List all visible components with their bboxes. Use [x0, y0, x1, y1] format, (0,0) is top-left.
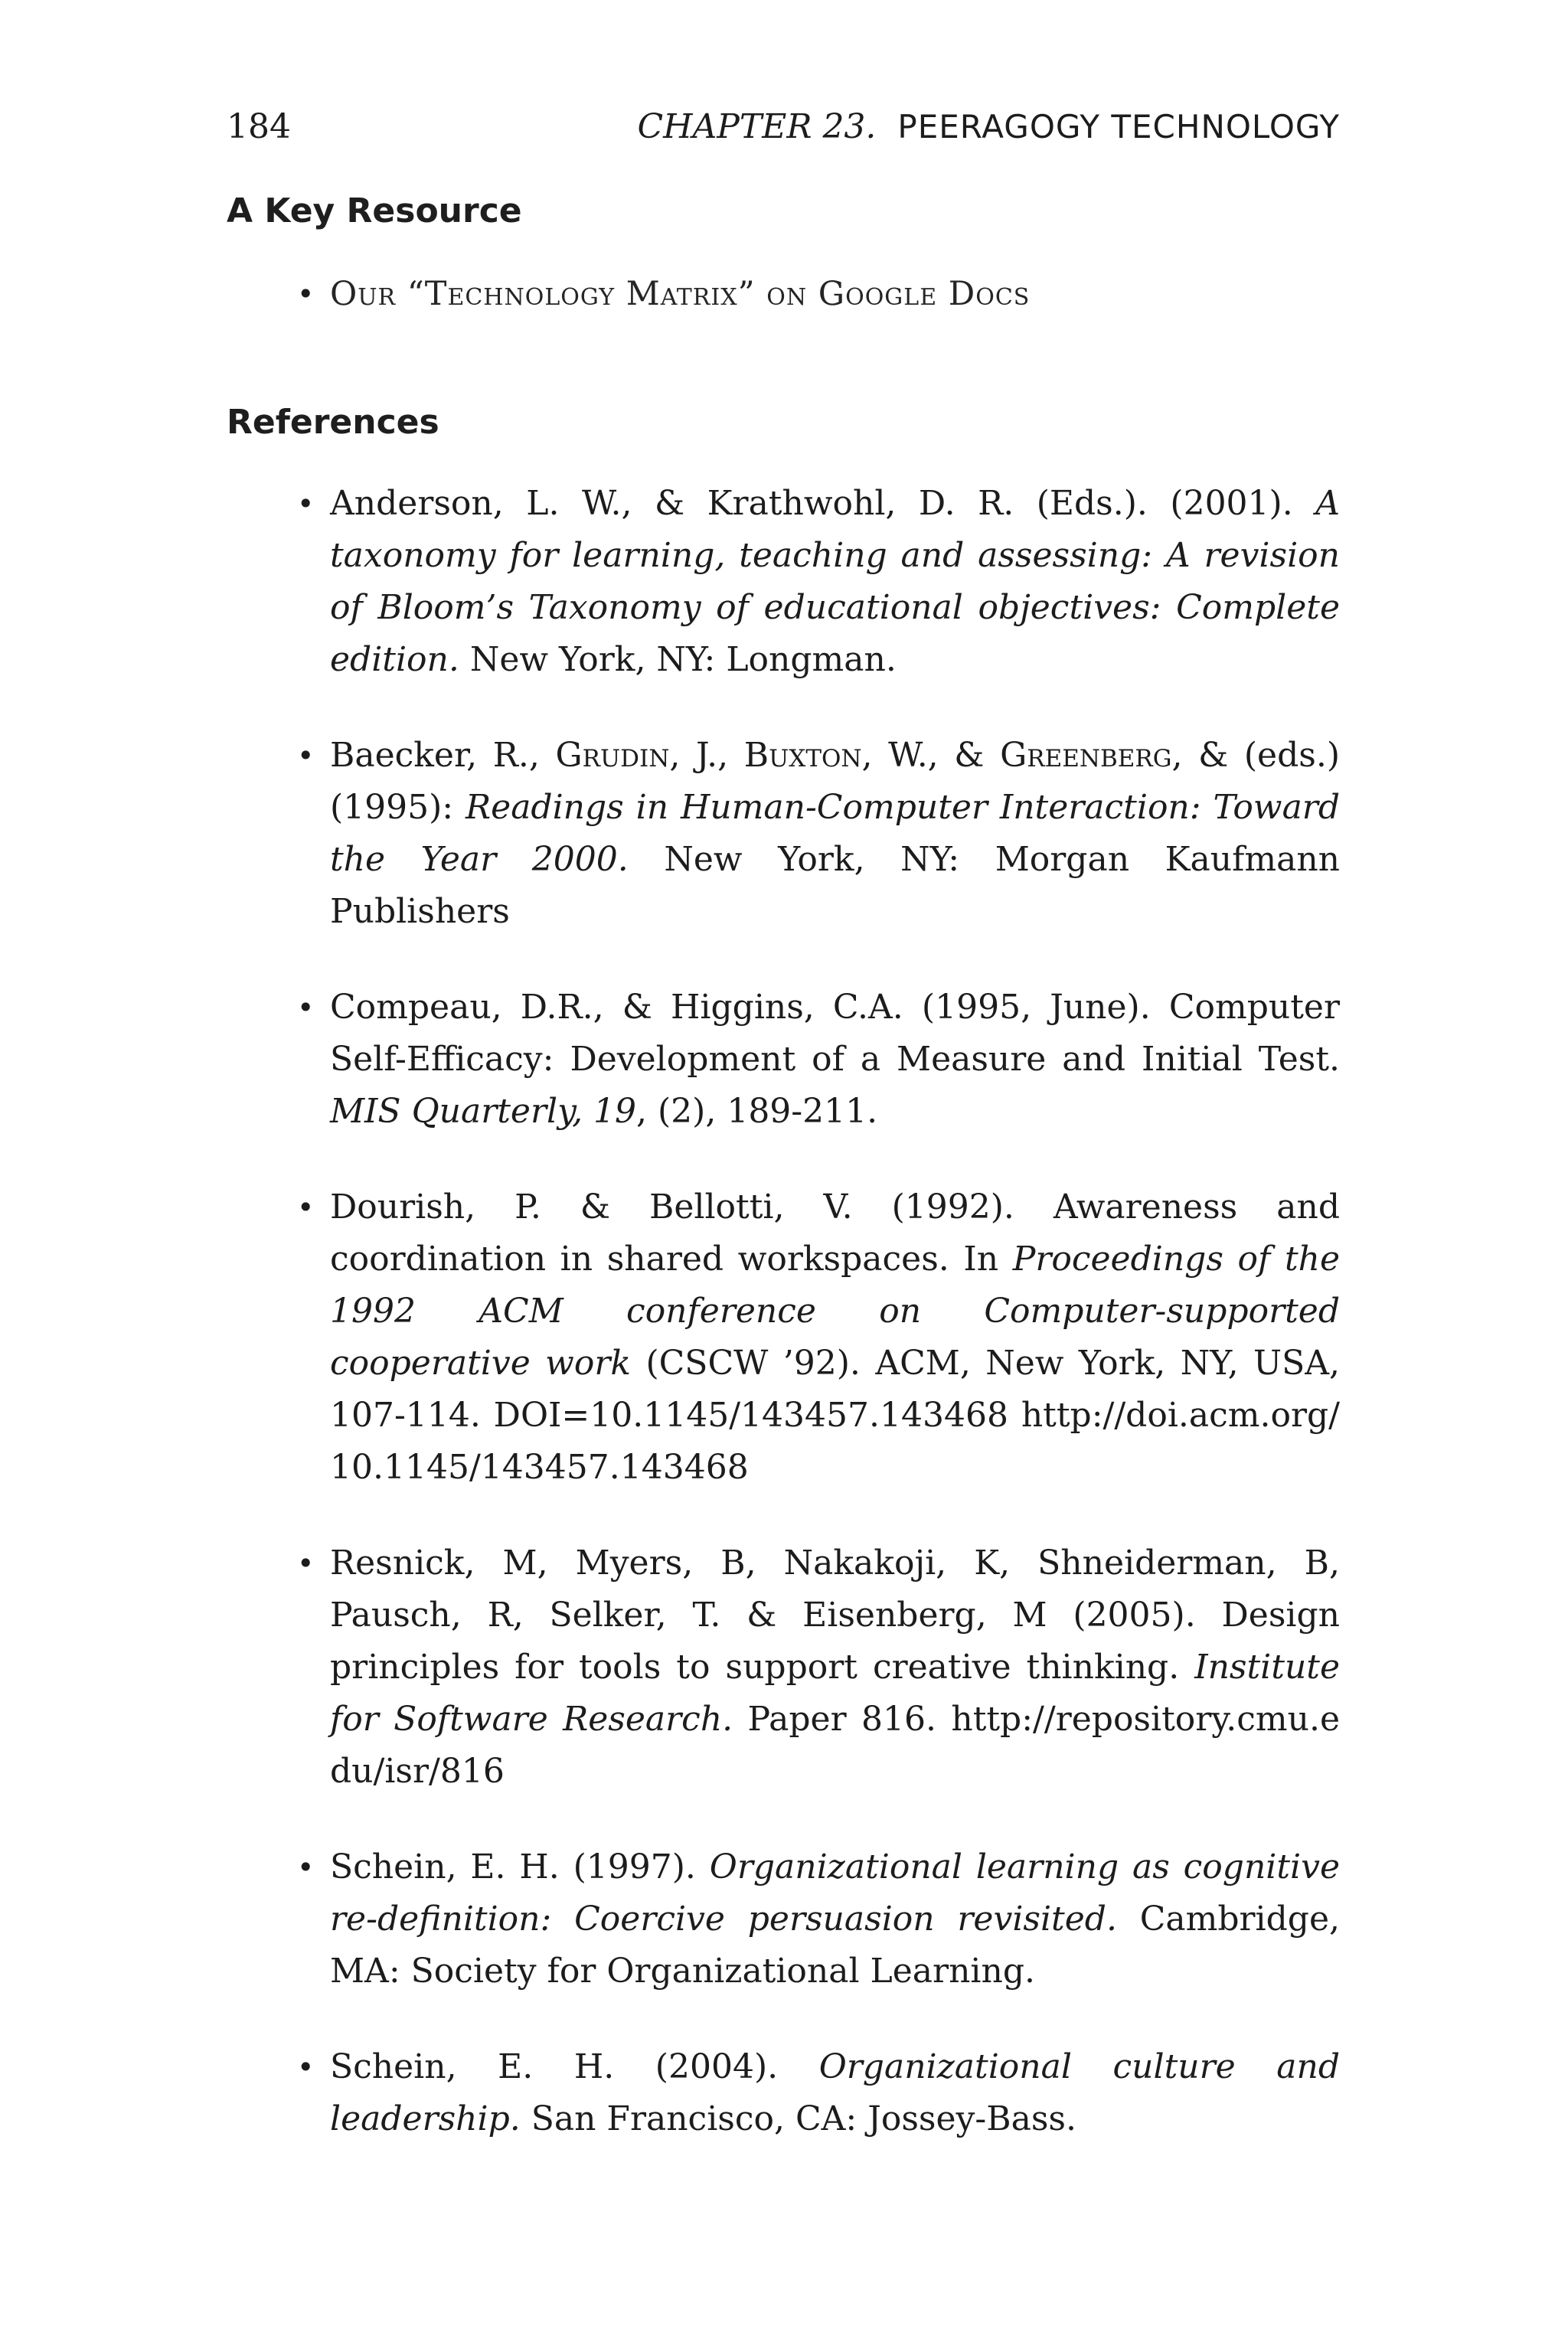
reference-citation: Compeau, D.R., & Higgins, C.A. (1995, June). Computer Self-Efficacy: Development of a Measure and Initial Test.: [330, 988, 1340, 1079]
reference-title: A taxonomy for learning, teaching and assessing: A revision of Bloom’s Taxonomy of educational objectives: Complete edition.: [330, 484, 1340, 679]
reference-item-baecker: [227, 730, 1340, 938]
reference-proceedings: Proceedings of the 1992 ACM conference on Computer-supported cooperative work: [330, 1240, 1340, 1383]
reference-title: Readings in Human-Computer Interaction: Toward the Year 2000.: [330, 788, 1340, 879]
reference-title: Organizational culture and leadership.: [330, 2047, 1340, 2138]
key-resource-list: [227, 268, 1340, 320]
reference-publisher: New York, NY: Morgan Kaufmann Publishers: [330, 840, 1340, 931]
reference-author-buxton: Buxton: [743, 736, 862, 775]
reference-url-link[interactable]: http://doi.acm.org/10.1145/143457.143468: [330, 1396, 1340, 1487]
reference-author-separator: , W., &: [861, 736, 1001, 775]
reference-author-greenberg: Greenberg: [1000, 736, 1172, 775]
reference-citation: Schein, E. H. (2004).: [330, 2047, 819, 2086]
key-resource-item: [227, 268, 1340, 320]
chapter-name: PEERAGOGY TECHNOLOGY: [897, 108, 1340, 145]
page-number: 184: [227, 107, 291, 146]
reference-url-link[interactable]: http://repository.cmu.edu/isr/816: [330, 1700, 1341, 1791]
reference-title: Organizational learning as cognitive re-definition: Coercive persuasion revisited.: [330, 1847, 1340, 1939]
running-head: [227, 103, 1340, 152]
reference-pages: , (2), 189-211.: [636, 1092, 878, 1131]
key-resource-heading: A Key Resource: [227, 191, 522, 230]
reference-publisher: San Francisco, CA: Jossey-Bass.: [520, 2099, 1076, 2138]
reference-citation: Schein, E. H. (1997).: [330, 1847, 710, 1886]
chapter-title: [637, 103, 1340, 152]
reference-publisher: Cambridge, MA: Society for Organizational Learning.: [330, 1900, 1340, 1991]
reference-item-resnick: [227, 1537, 1340, 1798]
reference-item-compeau: [227, 982, 1340, 1138]
reference-publication-details: (CSCW ’92). ACM, New York, NY, USA, 107-114. DOI=10.1145/143457.143468: [330, 1344, 1340, 1435]
reference-author-separator: , J.,: [669, 736, 744, 775]
reference-citation: Dourish, P. & Bellotti, V. (1992). Awareness and coordination in shared workspaces. In: [330, 1187, 1340, 1279]
reference-citation: Resnick, M, Myers, B, Nakakoji, K, Shneiderman, B, Pausch, R, Selker, T. & Eisenberg, M (2005). Design principles for tools to support creative thinking.: [330, 1544, 1340, 1687]
reference-publisher: New York, NY: Longman.: [459, 640, 897, 679]
reference-editor-date: , & (eds.) (1995):: [330, 736, 1340, 827]
references-list: [227, 478, 1340, 2145]
reference-author-grudin: Grudin: [555, 736, 670, 775]
reference-item-dourish: [227, 1181, 1340, 1494]
reference-paper-number: Paper 816.: [733, 1700, 952, 1739]
references-heading: References: [227, 403, 439, 442]
reference-item-anderson: [227, 478, 1340, 686]
technology-matrix-link[interactable]: Our “Technology Matrix” on Google Docs: [330, 275, 1031, 313]
reference-institute: Institute for Software Research.: [330, 1648, 1340, 1739]
reference-lead-author: Baecker, R.,: [330, 736, 556, 775]
chapter-label: CHAPTER 23.: [637, 107, 877, 146]
reference-citation: Anderson, L. W., & Krathwohl, D. R. (Eds.). (2001).: [330, 484, 1316, 523]
reference-journal: MIS Quarterly, 19: [330, 1092, 637, 1131]
reference-item-schein-1997: [227, 1841, 1340, 1998]
reference-item-schein-2004: [227, 2041, 1340, 2145]
